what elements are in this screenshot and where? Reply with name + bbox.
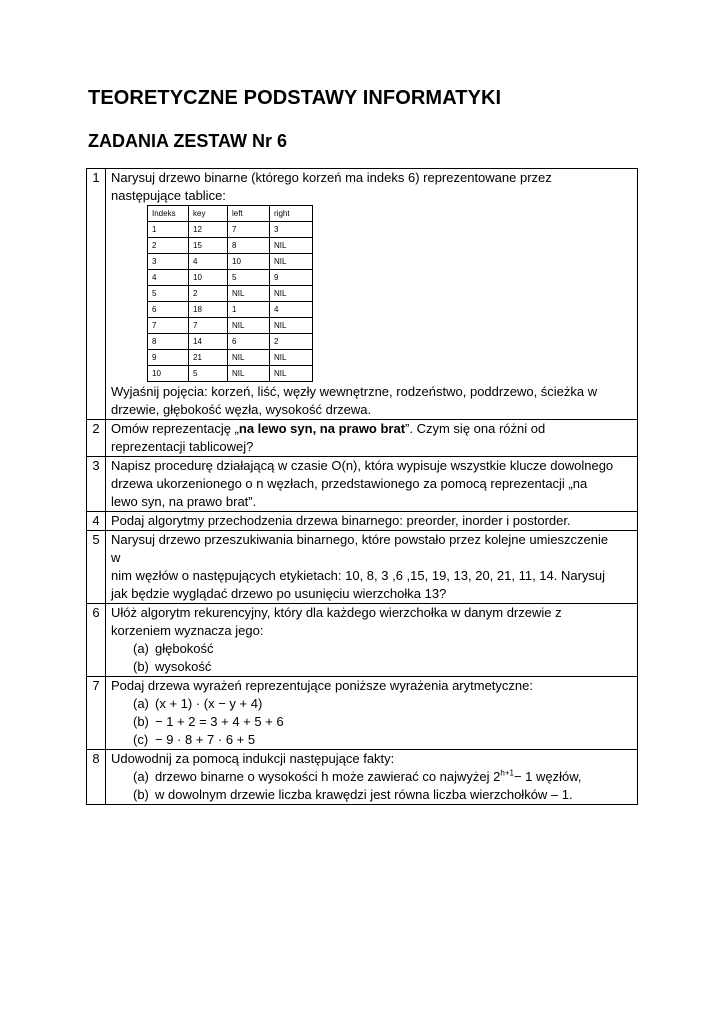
task-number: 3 [87,457,106,512]
node-table-row [148,254,313,270]
node-table-cell: NIL [270,254,313,270]
task-text: korzeniem wyznacza jego: [111,623,264,638]
task-text: nim węzłów o następujących etykietach: 10, 8, 3 ,6 ,15, 19, 13, 20, 21, 11, 14. Narysuj [111,568,606,583]
node-table-cell: 9 [148,350,189,366]
sublist-text-part: − 1 węzłów, [513,769,582,784]
node-table-cell: 6 [148,302,189,318]
task-text: lewo syn, na prawo brat”. [111,494,257,509]
task-row-1 [87,169,638,420]
node-table-header-row [148,206,313,222]
task-text: Narysuj drzewo przeszukiwania binarnego, które powstało przez kolejne umieszczenie [111,532,609,547]
task-text: Ułóż algorytm rekurencyjny, który dla każdego wierzchołka w danym drzewie z [111,605,562,620]
document-title: TEORETYCZNE PODSTAWY INFORMATYKI [88,87,502,109]
sublist-item [133,786,632,804]
node-table-cell: NIL [228,318,270,334]
task-content [106,169,638,420]
sublist-label: (c) [133,732,149,747]
task-text: w [111,550,121,565]
sublist-item [133,695,632,713]
task-number: 2 [87,420,106,457]
node-table-cell: 5 [148,286,189,302]
node-table-cell: 8 [148,334,189,350]
node-table-cell: 21 [189,350,228,366]
node-table-cell: 7 [148,318,189,334]
sublist-text: głębokość [155,641,214,656]
sublist-label: (a) [133,696,149,711]
sublist-label: (b) [133,714,149,729]
sublist-label: (b) [133,659,149,674]
task-number: 4 [87,512,106,531]
node-table-cell: 4 [189,254,228,270]
task-text: reprezentacji tablicowej? [111,439,254,454]
sublist-label: (a) [133,769,149,784]
task-content [106,420,638,457]
task-text: Wyjaśnij pojęcia: korzeń, liść, węzły wewnętrzne, rodzeństwo, poddrzewo, ścieżka w [111,384,598,399]
task-number: 6 [87,604,106,677]
node-table-cell: 3 [148,254,189,270]
task-text: drzewa ukorzenionego o n węzłach, przedstawionego za pomocą reprezentacji „na [111,476,588,491]
node-table-cell: NIL [228,286,270,302]
task-row-5 [87,531,638,604]
sublist-text: (x + 1) · (x − y + 4) [155,696,263,711]
node-table-cell: NIL [270,350,313,366]
task-sublist [111,695,632,749]
node-table-cell: 8 [228,238,270,254]
node-table-cell: 10 [189,270,228,286]
node-table-row [148,222,313,238]
task-number: 1 [87,169,106,420]
node-table-cell: 2 [148,238,189,254]
task-row-6 [87,604,638,677]
node-table-row [148,350,313,366]
node-table-cell: 9 [270,270,313,286]
node-table-cell: 12 [189,222,228,238]
node-table-cell: 4 [270,302,313,318]
task-content [106,604,638,677]
node-table-cell: NIL [270,366,313,382]
task-number: 5 [87,531,106,604]
node-table-row [148,270,313,286]
task-content [106,677,638,750]
node-table-row [148,238,313,254]
node-table-row [148,286,313,302]
node-table-cell: 5 [228,270,270,286]
task-sublist [111,768,632,804]
node-table-cell: 1 [228,302,270,318]
task-content [106,512,638,531]
sublist-text: wysokość [155,659,212,674]
task-sublist [111,640,632,676]
sublist-item [133,768,632,786]
document-subtitle: ZADANIA ZESTAW Nr 6 [88,131,288,151]
task-number: 8 [87,750,106,805]
task-number: 7 [87,677,106,750]
task-text: Podaj algorytmy przechodzenia drzewa binarnego: preorder, inorder i postorder. [111,513,571,528]
node-table-header: right [270,206,313,222]
node-table-cell: 10 [228,254,270,270]
node-table-cell: 18 [189,302,228,318]
node-table-header: Indeks [148,206,189,222]
node-table-cell: NIL [270,318,313,334]
node-table-cell: NIL [228,350,270,366]
task-row-2 [87,420,638,457]
task-text: Napisz procedurę działającą w czasie O(n), która wypisuje wszystkie klucze dowolnego [111,458,614,473]
task-text: Udowodnij za pomocą indukcji następujące fakty: [111,751,395,766]
node-table-cell: 2 [189,286,228,302]
task-text-bold: na lewo syn, na prawo brat [238,421,406,436]
node-table-cell: NIL [270,286,313,302]
task-content [106,457,638,512]
node-table-cell: 1 [148,222,189,238]
task-text: następujące tablice: [111,188,226,203]
node-table-row [148,366,313,382]
task-text: drzewie, głębokość węzła, wysokość drzewa. [111,402,372,417]
sublist-item [133,640,632,658]
node-table-cell: 3 [270,222,313,238]
task-row-4 [87,512,638,531]
node-table-cell: NIL [228,366,270,382]
tasks-table [86,168,638,805]
task-row-8 [87,750,638,805]
node-table-cell: 6 [228,334,270,350]
sublist-item [133,658,632,676]
node-table-cell: 7 [228,222,270,238]
sublist-item [133,731,632,749]
task-text-part: ”. Czym się ona różni od [405,421,546,436]
exponent: h+1 [500,768,514,778]
sublist-text: − 9 · 8 + 7 · 6 + 5 [155,732,256,747]
task-row-7 [87,677,638,750]
task-text: jak będzie wyglądać drzewo po usunięciu wierzchołka 13? [111,586,447,601]
node-table-row [148,334,313,350]
node-array-table [147,205,313,382]
sublist-text-part: drzewo binarne o wysokości h może zawierać co najwyżej 2 [155,769,501,784]
node-table-cell: 5 [189,366,228,382]
task-row-3 [87,457,638,512]
sublist-text: − 1 + 2 = 3 + 4 + 5 + 6 [155,714,284,729]
node-table-cell: 7 [189,318,228,334]
task-text-part: Omów reprezentację „ [111,421,239,436]
task-content [106,531,638,604]
node-table-cell: 4 [148,270,189,286]
node-table-cell: NIL [270,238,313,254]
sublist-label: (b) [133,787,149,802]
sublist-text [155,768,582,786]
node-table-cell: 15 [189,238,228,254]
sublist-label: (a) [133,641,149,656]
node-table-header: left [228,206,270,222]
node-table-header: key [189,206,228,222]
sublist-text: w dowolnym drzewie liczba krawędzi jest równa liczba wierzchołków – 1. [155,787,573,802]
task-text: Narysuj drzewo binarne (którego korzeń ma indeks 6) reprezentowane przez [111,170,552,185]
task-content [106,750,638,805]
node-table-cell: 10 [148,366,189,382]
node-table-row [148,318,313,334]
node-table-cell: 14 [189,334,228,350]
node-table-row [148,302,313,318]
node-table-cell: 2 [270,334,313,350]
task-text [111,420,632,438]
sublist-item [133,713,632,731]
task-text: Podaj drzewa wyrażeń reprezentujące poniższe wyrażenia arytmetyczne: [111,678,533,693]
